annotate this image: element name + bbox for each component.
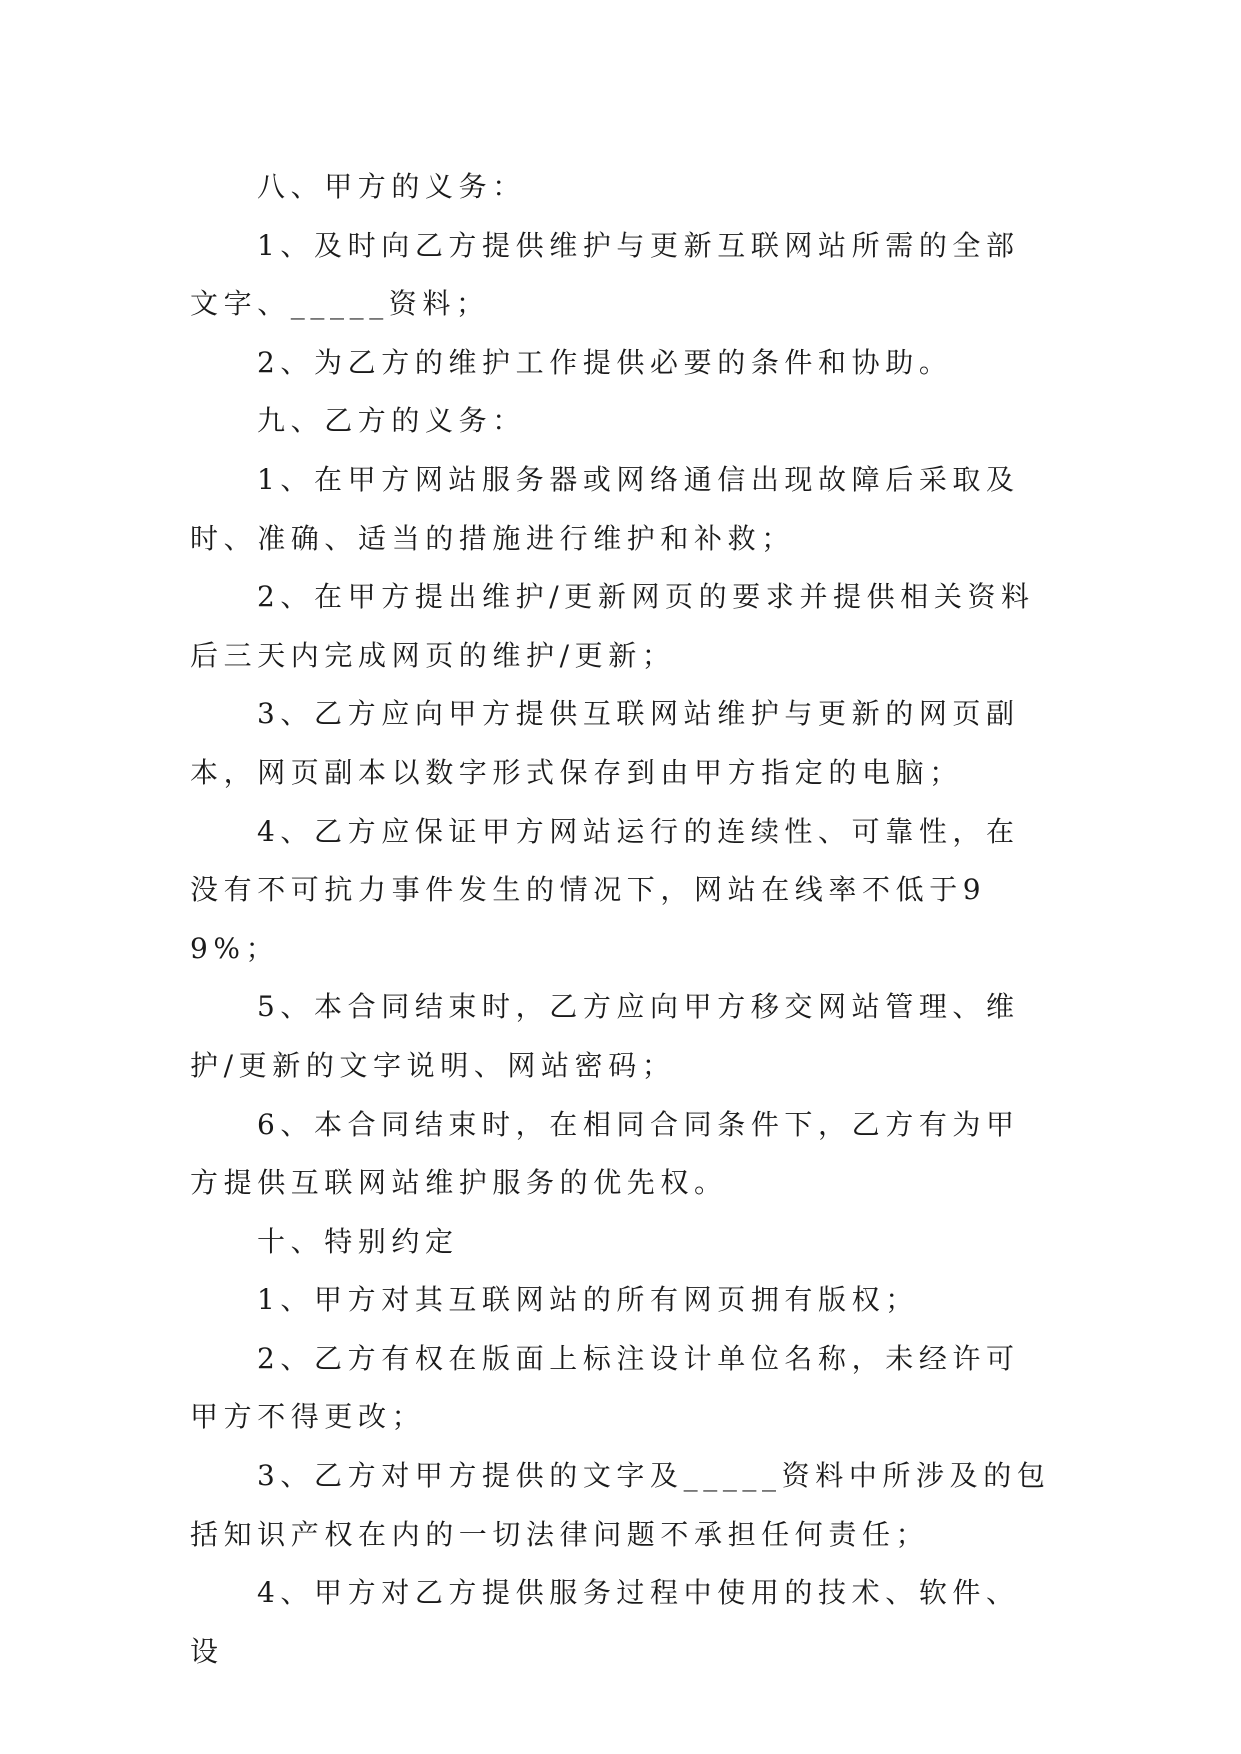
clause-s4: 4、甲方对乙方提供服务过程中使用的技术、软件、设 xyxy=(190,1576,1020,1668)
section-heading-party-b-obligations: 九、乙方的义务： xyxy=(257,404,526,438)
section-heading-special-terms: 十、特别约定 xyxy=(257,1224,459,1258)
clause-b2: 2、在甲方提出维护/更新网页的要求并提供相关资料后三天内完成网页的维护/更新； xyxy=(190,580,1035,672)
section-heading-party-a-obligations: 八、甲方的义务： xyxy=(257,170,526,203)
clause-b6: 6、本合同结束时，在相同合同条件下，乙方有为甲方提供互联网站维护服务的优先权。 xyxy=(190,1107,1020,1200)
clause-b5: 5、本合同结束时，乙方应向甲方移交网站管理、维护/更新的文字说明、网站密码； xyxy=(190,990,1020,1082)
document-page xyxy=(190,158,1052,1681)
clause-a2: 2、为乙方的维护工作提供必要的条件和协助。 xyxy=(257,345,953,379)
clause-s1: 1、甲方对其互联网站的所有网页拥有版权； xyxy=(257,1283,919,1317)
clause-s3: 3、乙方对甲方提供的文字及_____资料中所涉及的包括知识产权在内的一切法律问题不承担任何责任； xyxy=(190,1459,1051,1551)
clause-b4: 4、乙方应保证甲方网站运行的连续性、可靠性，在没有不可抗力事件发生的情况下，网站在线率不低于99%； xyxy=(190,814,1020,965)
clause-a1: 1、及时向乙方提供维护与更新互联网站所需的全部文字、_____资料； xyxy=(190,228,1020,321)
clause-s2: 2、乙方有权在版面上标注设计单位名称，未经许可甲方不得更改； xyxy=(190,1341,1020,1434)
clause-b1: 1、在甲方网站服务器或网络通信出现故障后采取及时、准确、适当的措施进行维护和补救； xyxy=(190,462,1020,555)
clause-b3: 3、乙方应向甲方提供互联网站维护与更新的网页副本，网页副本以数字形式保存到由甲方指定的电脑； xyxy=(190,697,1020,789)
